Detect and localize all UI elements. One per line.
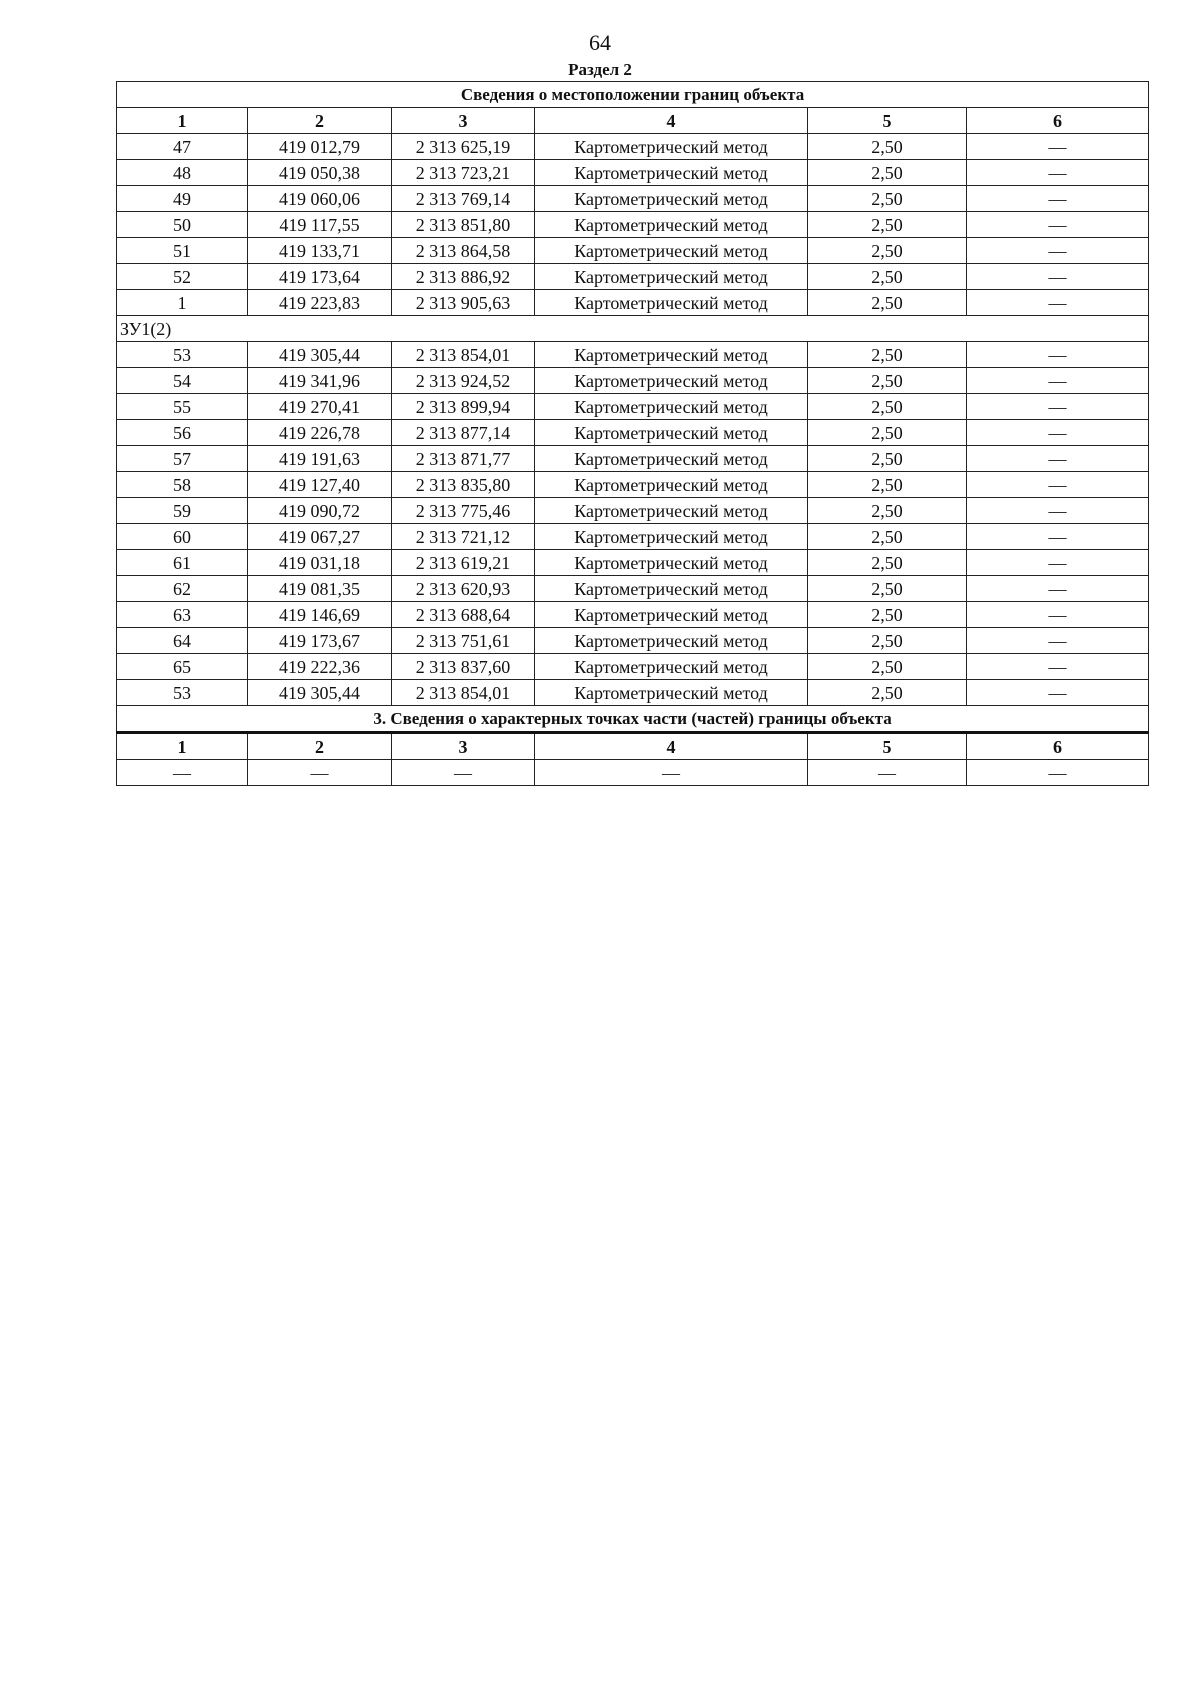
column-header: 4	[535, 108, 808, 134]
table-cell: —	[967, 576, 1149, 602]
table-cell: 2 313 924,52	[392, 368, 535, 394]
table-cell: 2 313 688,64	[392, 602, 535, 628]
table-cell: Картометрический метод	[535, 498, 808, 524]
table-cell: 2,50	[808, 290, 967, 316]
table-cell: 2,50	[808, 446, 967, 472]
table-cell: Картометрический метод	[535, 264, 808, 290]
table-row	[117, 472, 1149, 498]
section3-column-header: 5	[808, 733, 967, 760]
table-cell: 2 313 905,63	[392, 290, 535, 316]
table-cell: 57	[117, 446, 248, 472]
table-row	[117, 186, 1149, 212]
table-cell: 2 313 854,01	[392, 680, 535, 706]
table-cell: 419 012,79	[248, 134, 392, 160]
table-row	[117, 680, 1149, 706]
table-cell: —	[967, 472, 1149, 498]
table-row	[117, 524, 1149, 550]
table-cell: 60	[117, 524, 248, 550]
table-row	[117, 576, 1149, 602]
table-cell: —	[967, 212, 1149, 238]
column-header: 5	[808, 108, 967, 134]
table-cell: 2 313 864,58	[392, 238, 535, 264]
table-row	[117, 212, 1149, 238]
table-row	[117, 550, 1149, 576]
section3-cell: —	[392, 760, 535, 786]
table-cell: —	[967, 524, 1149, 550]
table-cell: 419 191,63	[248, 446, 392, 472]
column-header: 6	[967, 108, 1149, 134]
table-cell: 2,50	[808, 576, 967, 602]
group-label: ЗУ1(2)	[117, 316, 1149, 342]
section3-header-row	[117, 733, 1149, 760]
table-cell: 64	[117, 628, 248, 654]
table-cell: 2 313 620,93	[392, 576, 535, 602]
table-cell: —	[967, 186, 1149, 212]
table-cell: 49	[117, 186, 248, 212]
table-cell: Картометрический метод	[535, 446, 808, 472]
table-cell: 53	[117, 680, 248, 706]
section3-column-header: 6	[967, 733, 1149, 760]
boundary-table	[116, 81, 1149, 786]
table-row	[117, 446, 1149, 472]
table-cell: 2,50	[808, 134, 967, 160]
table-cell: 419 146,69	[248, 602, 392, 628]
column-header-row	[117, 108, 1149, 134]
table-cell: 2,50	[808, 342, 967, 368]
boundary-table-body	[117, 82, 1149, 786]
table-cell: 48	[117, 160, 248, 186]
table-cell: 2,50	[808, 550, 967, 576]
table-cell: 419 133,71	[248, 238, 392, 264]
table-cell: 63	[117, 602, 248, 628]
table-cell: —	[967, 628, 1149, 654]
table-cell: 50	[117, 212, 248, 238]
table-cell: 2,50	[808, 628, 967, 654]
table-cell: 53	[117, 342, 248, 368]
table-cell: 2 313 619,21	[392, 550, 535, 576]
table-row	[117, 628, 1149, 654]
table-cell: 1	[117, 290, 248, 316]
table-cell: Картометрический метод	[535, 394, 808, 420]
table-cell: 419 173,67	[248, 628, 392, 654]
table-cell: 2 313 835,80	[392, 472, 535, 498]
table-row	[117, 654, 1149, 680]
table-cell: —	[967, 550, 1149, 576]
table-cell: —	[967, 264, 1149, 290]
table-cell: —	[967, 394, 1149, 420]
section3-caption: 3. Сведения о характерных точках части (частей) границы объекта	[117, 706, 1149, 733]
group-label-row	[117, 316, 1149, 342]
table-cell: 54	[117, 368, 248, 394]
section-title: Раздел 2	[568, 60, 632, 79]
table-cell: 2,50	[808, 524, 967, 550]
table-row	[117, 602, 1149, 628]
table-cell: Картометрический метод	[535, 238, 808, 264]
table-cell: 55	[117, 394, 248, 420]
table-cell: —	[967, 134, 1149, 160]
table-row	[117, 394, 1149, 420]
table-cell: 2 313 769,14	[392, 186, 535, 212]
table-cell: 419 341,96	[248, 368, 392, 394]
table-row	[117, 290, 1149, 316]
table-cell: Картометрический метод	[535, 654, 808, 680]
table-cell: 2,50	[808, 212, 967, 238]
table-cell: 2 313 775,46	[392, 498, 535, 524]
table-cell: 419 090,72	[248, 498, 392, 524]
table-cell: 2,50	[808, 238, 967, 264]
table-cell: —	[967, 160, 1149, 186]
section3-cell: —	[967, 760, 1149, 786]
section3-caption-row	[117, 706, 1149, 733]
table-row	[117, 342, 1149, 368]
table-cell: 419 127,40	[248, 472, 392, 498]
table-cell: 51	[117, 238, 248, 264]
table-cell: 2,50	[808, 680, 967, 706]
table-cell: Картометрический метод	[535, 134, 808, 160]
table-row	[117, 238, 1149, 264]
section3-cell: —	[535, 760, 808, 786]
table-cell: —	[967, 368, 1149, 394]
table-cell: 419 226,78	[248, 420, 392, 446]
section3-column-header: 3	[392, 733, 535, 760]
table-cell: 59	[117, 498, 248, 524]
table-cell: 56	[117, 420, 248, 446]
table-cell: Картометрический метод	[535, 212, 808, 238]
section3-cell: —	[808, 760, 967, 786]
table-cell: 2 313 899,94	[392, 394, 535, 420]
table-cell: 419 305,44	[248, 680, 392, 706]
table-caption: Сведения о местоположении границ объекта	[117, 82, 1149, 108]
table-cell: Картометрический метод	[535, 160, 808, 186]
table-cell: Картометрический метод	[535, 602, 808, 628]
table-cell: 419 223,83	[248, 290, 392, 316]
table-cell: 2 313 721,12	[392, 524, 535, 550]
table-cell: 2,50	[808, 420, 967, 446]
table-cell: Картометрический метод	[535, 368, 808, 394]
table-cell: 419 060,06	[248, 186, 392, 212]
table-cell: 2,50	[808, 654, 967, 680]
table-row	[117, 420, 1149, 446]
table-cell: 419 117,55	[248, 212, 392, 238]
table-cell: Картометрический метод	[535, 524, 808, 550]
table-row	[117, 498, 1149, 524]
column-header: 3	[392, 108, 535, 134]
table-cell: 419 173,64	[248, 264, 392, 290]
table-cell: 2 313 886,92	[392, 264, 535, 290]
table-cell: 419 031,18	[248, 550, 392, 576]
table-cell: Картометрический метод	[535, 680, 808, 706]
column-header: 2	[248, 108, 392, 134]
table-cell: —	[967, 420, 1149, 446]
table-cell: —	[967, 446, 1149, 472]
table-cell: Картометрический метод	[535, 472, 808, 498]
table-cell: 2,50	[808, 472, 967, 498]
section3-cell: —	[248, 760, 392, 786]
table-cell: 2,50	[808, 394, 967, 420]
table-cell: 419 270,41	[248, 394, 392, 420]
section3-cell: —	[117, 760, 248, 786]
table-row	[117, 264, 1149, 290]
table-cell: 58	[117, 472, 248, 498]
table-row	[117, 134, 1149, 160]
section3-column-header: 2	[248, 733, 392, 760]
table-cell: Картометрический метод	[535, 186, 808, 212]
page-number: 64	[589, 30, 611, 55]
table-cell: 2,50	[808, 602, 967, 628]
table-cell: —	[967, 238, 1149, 264]
table-cell: —	[967, 498, 1149, 524]
table-cell: 2 313 837,60	[392, 654, 535, 680]
table-cell: 65	[117, 654, 248, 680]
table-cell: 2 313 871,77	[392, 446, 535, 472]
table-row	[117, 368, 1149, 394]
table-cell: —	[967, 342, 1149, 368]
table-cell: 2 313 851,80	[392, 212, 535, 238]
table-cell: 47	[117, 134, 248, 160]
section3-column-header: 4	[535, 733, 808, 760]
table-cell: Картометрический метод	[535, 550, 808, 576]
table-cell: 2,50	[808, 368, 967, 394]
table-cell: —	[967, 680, 1149, 706]
table-cell: 62	[117, 576, 248, 602]
table-cell: —	[967, 602, 1149, 628]
table-cell: 2 313 625,19	[392, 134, 535, 160]
table-cell: 419 067,27	[248, 524, 392, 550]
table-cell: 419 222,36	[248, 654, 392, 680]
table-caption-row	[117, 82, 1149, 108]
table-cell: 52	[117, 264, 248, 290]
table-cell: 419 081,35	[248, 576, 392, 602]
section3-column-header: 1	[117, 733, 248, 760]
table-cell: 2,50	[808, 498, 967, 524]
column-header: 1	[117, 108, 248, 134]
table-cell: 2 313 854,01	[392, 342, 535, 368]
section3-row	[117, 760, 1149, 786]
table-cell: 2,50	[808, 186, 967, 212]
table-row	[117, 160, 1149, 186]
table-cell: —	[967, 654, 1149, 680]
table-cell: Картометрический метод	[535, 420, 808, 446]
table-cell: 61	[117, 550, 248, 576]
table-cell: Картометрический метод	[535, 628, 808, 654]
table-cell: Картометрический метод	[535, 342, 808, 368]
table-cell: 2 313 723,21	[392, 160, 535, 186]
table-cell: 2 313 751,61	[392, 628, 535, 654]
table-cell: 419 050,38	[248, 160, 392, 186]
table-cell: 419 305,44	[248, 342, 392, 368]
table-cell: Картометрический метод	[535, 290, 808, 316]
table-cell: Картометрический метод	[535, 576, 808, 602]
table-cell: 2 313 877,14	[392, 420, 535, 446]
table-cell: 2,50	[808, 264, 967, 290]
table-cell: 2,50	[808, 160, 967, 186]
table-cell: —	[967, 290, 1149, 316]
